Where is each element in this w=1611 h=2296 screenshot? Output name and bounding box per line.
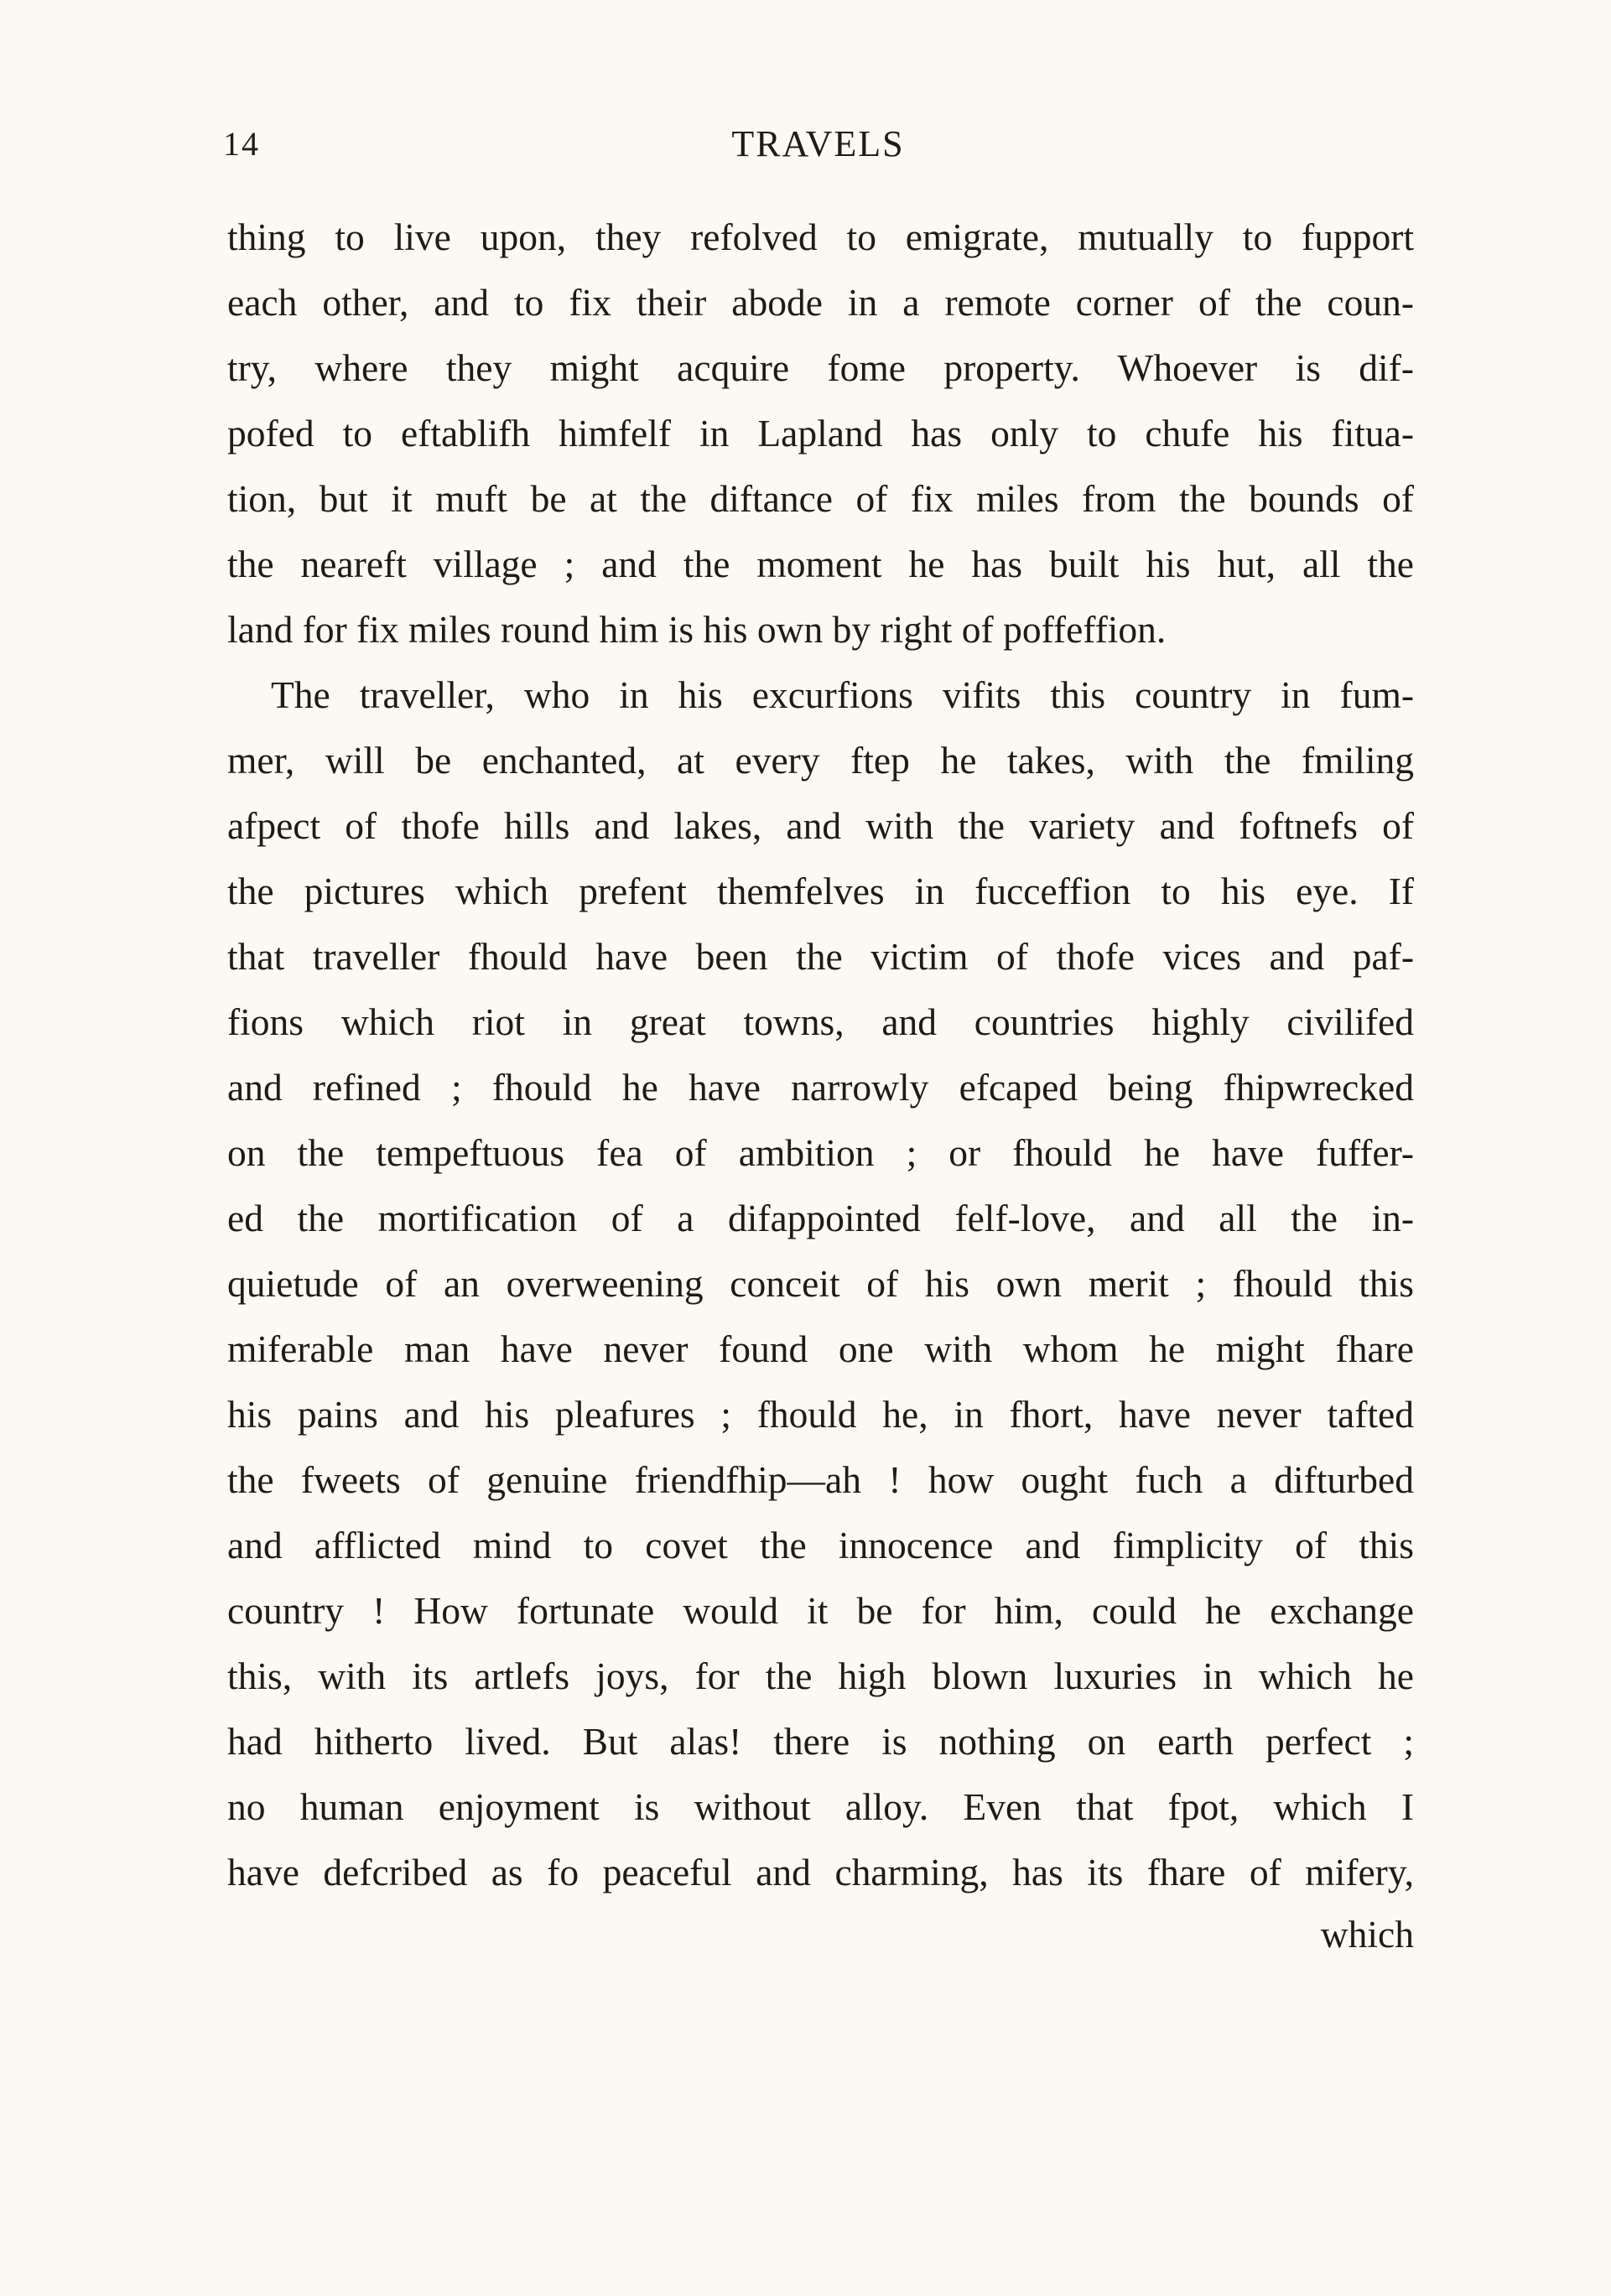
text-line: fions which riot in great towns, and countries highly civilifed (227, 1000, 1414, 1043)
text-line: The traveller, who in his excurfions vifits this country in fum- (271, 673, 1414, 716)
text-line: mer, will be enchanted, at every ftep he takes, with the fmiling (227, 739, 1414, 782)
text-line: and refined ; fhould he have narrowly efcaped being fhipwrecked (227, 1066, 1414, 1109)
text-line: and afflicted mind to covet the innocence and fimplicity of this (227, 1524, 1414, 1566)
text-line: have defcribed as fo peaceful and charming, has its fhare of mifery, (227, 1851, 1414, 1893)
text-line: afpect of thofe hills and lakes, and with the variety and foftnefs of (227, 804, 1414, 847)
text-line: quietude of an overweening conceit of his own merit ; fhould this (227, 1262, 1414, 1305)
text-line: on the tempeftuous fea of ambition ; or fhould he have fuffer- (227, 1131, 1414, 1174)
text-line: try, where they might acquire fome property. Whoever is dif- (227, 346, 1414, 389)
text-line: pofed to eftablifh himfelf in Lapland has only to chufe his fitua- (227, 412, 1414, 455)
text-line: his pains and his pleafures ; fhould he, in fhort, have never tafted (227, 1393, 1414, 1436)
text-line: ed the mortification of a difappointed felf-love, and all the in- (227, 1197, 1414, 1239)
text-line: no human enjoyment is without alloy. Even that fpot, which I (227, 1785, 1414, 1828)
text-line: thing to live upon, they refolved to emigrate, mutually to fupport (227, 216, 1414, 258)
text-line: each other, and to fix their abode in a remote corner of the coun- (227, 281, 1414, 324)
text-line: the pictures which prefent themfelves in fucceffion to his eye. If (227, 870, 1414, 912)
text-line: this, with its artlefs joys, for the high blown luxuries in which he (227, 1654, 1414, 1697)
text-line: miferable man have never found one with whom he might fhare (227, 1327, 1414, 1370)
text-line: tion, but it muft be at the diftance of fix miles from the bounds of (227, 477, 1414, 520)
body-text (227, 205, 1414, 1905)
text-line: country ! How fortunate would it be for him, could he exchange (227, 1589, 1414, 1632)
catchword: which (1320, 1913, 1414, 1956)
text-line: the fweets of genuine friendfhip—ah ! how ought fuch a difturbed (227, 1458, 1414, 1501)
page-number: 14 (223, 125, 260, 163)
running-title: TRAVELS (731, 123, 905, 164)
text-line: land for fix miles round him is his own by right of poffeffion. (227, 608, 1167, 651)
text-line: that traveller fhould have been the victim of thofe vices and paf- (227, 935, 1414, 978)
text-line: had hitherto lived. But alas! there is nothing on earth perfect ; (227, 1720, 1414, 1763)
text-line: the neareft village ; and the moment he has built his hut, all the (227, 543, 1414, 585)
